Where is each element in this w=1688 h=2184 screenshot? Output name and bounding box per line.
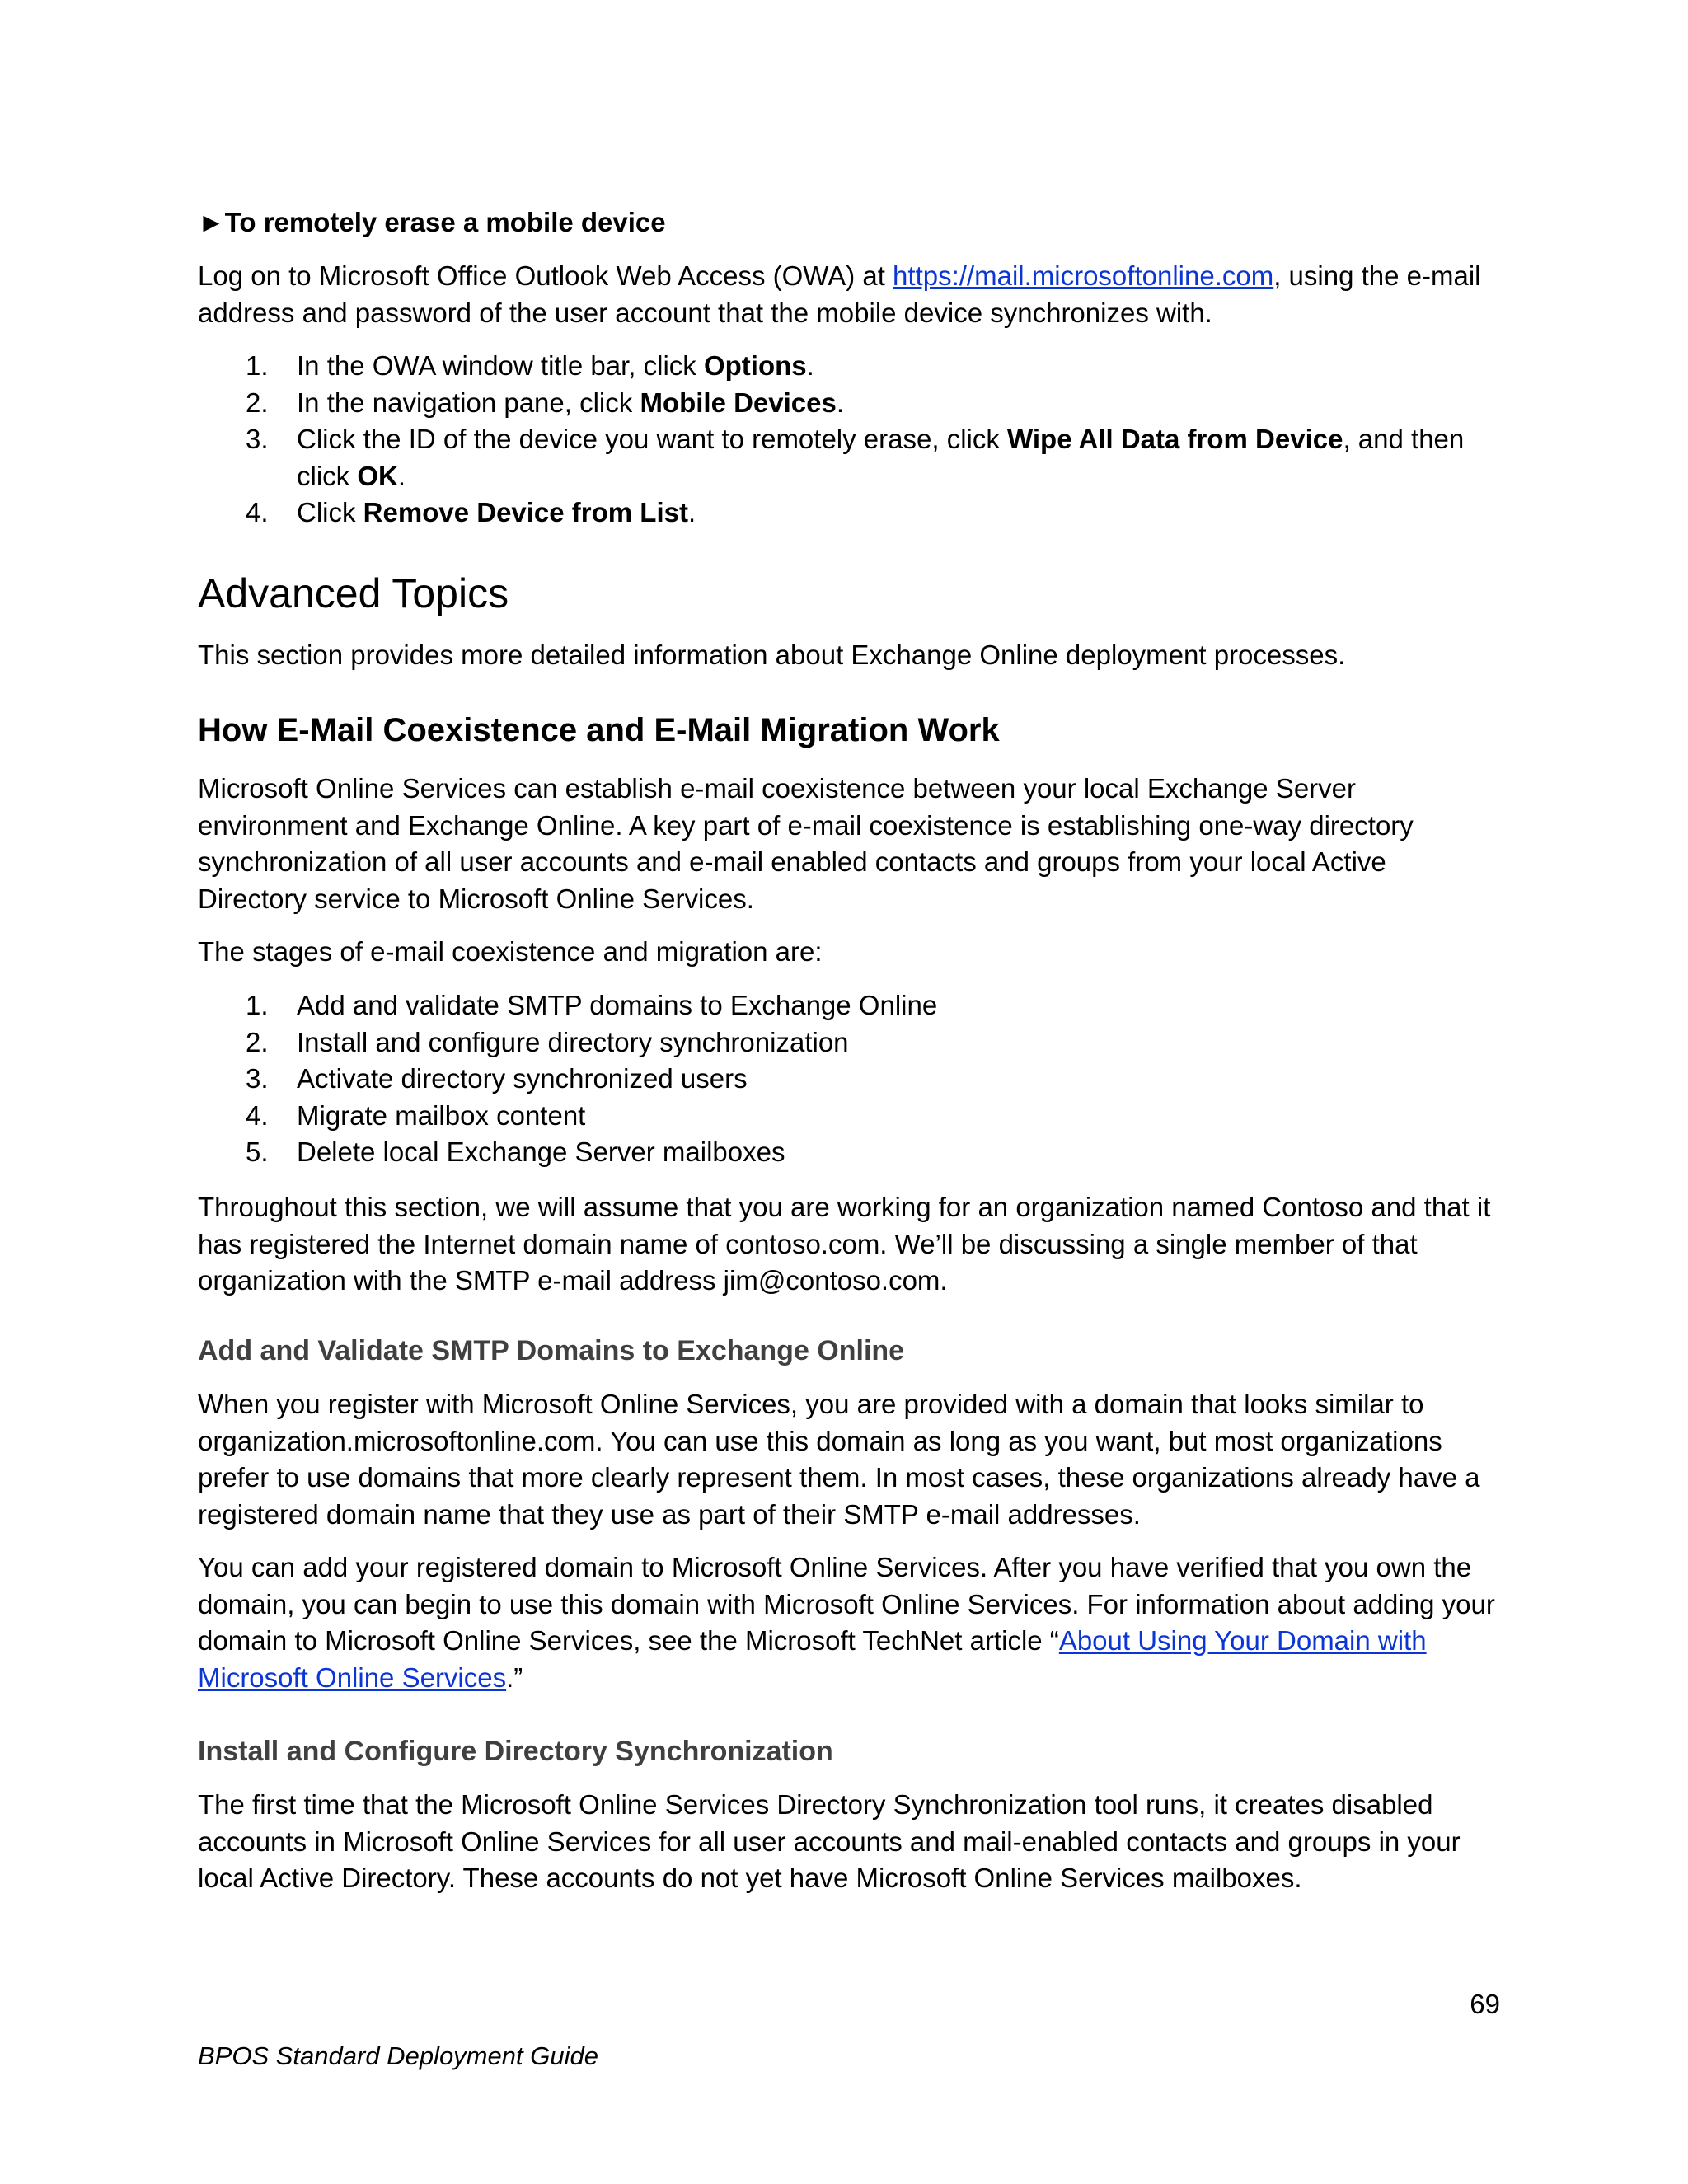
dirsync-paragraph: The first time that the Microsoft Online Services Directory Synchronization tool runs, it creates disabled accounts in Microsoft Online Services for all user accounts and mail-enabled contacts and groups in your local Active Directory. These accounts do not yet have Microsoft Online Services mailboxes. [198, 1789, 1461, 1893]
procedure-title: To remotely erase a mobile device [224, 207, 666, 237]
stages-intro: The stages of e-mail coexistence and migration are: [198, 936, 823, 967]
smtp-paragraph-1: When you register with Microsoft Online Services, you are provided with a domain that looks similar to organization.microsoftonline.com. You can use this domain as long as you want, but most organizations prefer to use domains that more clearly represent them. In most cases, these organizations already have a registered domain name that they use as part of their SMTP e-mail addresses. [198, 1389, 1480, 1530]
smtp-domains-heading: Add and Validate SMTP Domains to Exchange Online [198, 1335, 905, 1366]
step-number: 2. [246, 387, 269, 418]
stage-text: Activate directory synchronized users [297, 1063, 748, 1094]
step-text: In the OWA window title bar, click [297, 350, 704, 381]
page-number: 69 [1470, 1989, 1500, 2019]
document-page [198, 0, 1500, 2184]
stage-item [198, 1024, 1500, 1062]
owa-link[interactable]: https://mail.microsoftonline.com [893, 260, 1274, 291]
stages-list [198, 987, 1500, 1171]
procedure-arrow-icon: ► [198, 207, 225, 237]
procedure-steps [198, 348, 1500, 532]
dirsync-heading: Install and Configure Directory Synchronization [198, 1736, 833, 1767]
contoso-paragraph: Throughout this section, we will assume that you are working for an organization named Contoso and that it has registered the Internet domain name of contoso.com. We’ll be discussing a single member of that organization with the SMTP e-mail address jim@contoso.com. [198, 1192, 1491, 1296]
smtp-paragraph-2-text: You can add your registered domain to Microsoft Online Services. After you have verified that you own the domain, you can begin to use this domain with Microsoft Online Services. For information about adding your domain to Microsoft Online Services, see the Microsoft TechNet article “ [198, 1552, 1495, 1656]
step-ui-term: Wipe All Data from Device [1007, 424, 1343, 454]
step-text: In the navigation pane, click [297, 387, 640, 418]
step-number: 1. [246, 350, 269, 381]
procedure-intro-text: Log on to Microsoft Office Outlook Web Access (OWA) at [198, 260, 893, 291]
stage-number: 4. [246, 1099, 269, 1131]
procedure-intro [198, 258, 1500, 331]
advanced-topics-intro: This section provides more detailed information about Exchange Online deployment processes. [198, 640, 1346, 670]
step-text: . [397, 460, 406, 491]
procedure-step [198, 421, 1500, 494]
procedure-heading [198, 204, 1500, 241]
procedure-intro-text-end: , using the e-mail address and password of the user account that the mobile device synchronizes with. [198, 260, 1481, 328]
smtp-paragraph-2-text-end: .” [506, 1661, 523, 1693]
smtp-paragraph-2 [198, 1549, 1500, 1696]
step-ui-term: Mobile Devices [640, 387, 837, 418]
step-ui-term: OK [357, 460, 398, 491]
step-text: Click the ID of the device you want to remotely erase, click [297, 424, 1008, 454]
coexistence-heading: How E-Mail Coexistence and E-Mail Migration Work [198, 712, 1000, 748]
procedure-step [198, 348, 1500, 385]
stage-item [198, 1061, 1500, 1098]
stage-text: Add and validate SMTP domains to Exchange Online [297, 990, 938, 1020]
stage-item [198, 1098, 1500, 1135]
step-ui-term: Remove Device from List [363, 497, 688, 527]
guide-title: BPOS Standard Deployment Guide [198, 2041, 598, 2070]
advanced-topics-heading: Advanced Topics [198, 570, 509, 616]
stage-item [198, 987, 1500, 1024]
step-text: . [836, 387, 845, 418]
stage-item [198, 1134, 1500, 1171]
coexistence-paragraph: Microsoft Online Services can establish e-mail coexistence between your local Exchange Server environment and Exchange Online. A key part of e-mail coexistence is establishing one-way directory synchronization of all user accounts and e-mail enabled contacts and groups from your local Active Directory service to Microsoft Online Services. [198, 773, 1414, 914]
stage-number: 3. [246, 1063, 269, 1094]
step-text: Click [297, 497, 363, 527]
stage-text: Migrate mailbox content [297, 1099, 586, 1131]
stage-number: 5. [246, 1137, 269, 1167]
step-text: . [687, 497, 696, 527]
step-number: 4. [246, 497, 269, 527]
procedure-step [198, 385, 1500, 422]
step-text: , and then click [297, 424, 1465, 491]
step-ui-term: Options [703, 350, 807, 381]
procedure-step [198, 494, 1500, 532]
step-text: . [806, 350, 814, 381]
stage-number: 1. [246, 990, 269, 1020]
stage-text: Install and configure directory synchronization [297, 1026, 849, 1057]
step-number: 3. [246, 424, 269, 454]
technet-article-link[interactable]: About Using Your Domain with Microsoft Online Services [198, 1625, 1427, 1693]
stage-text: Delete local Exchange Server mailboxes [297, 1137, 785, 1167]
stage-number: 2. [246, 1026, 269, 1057]
